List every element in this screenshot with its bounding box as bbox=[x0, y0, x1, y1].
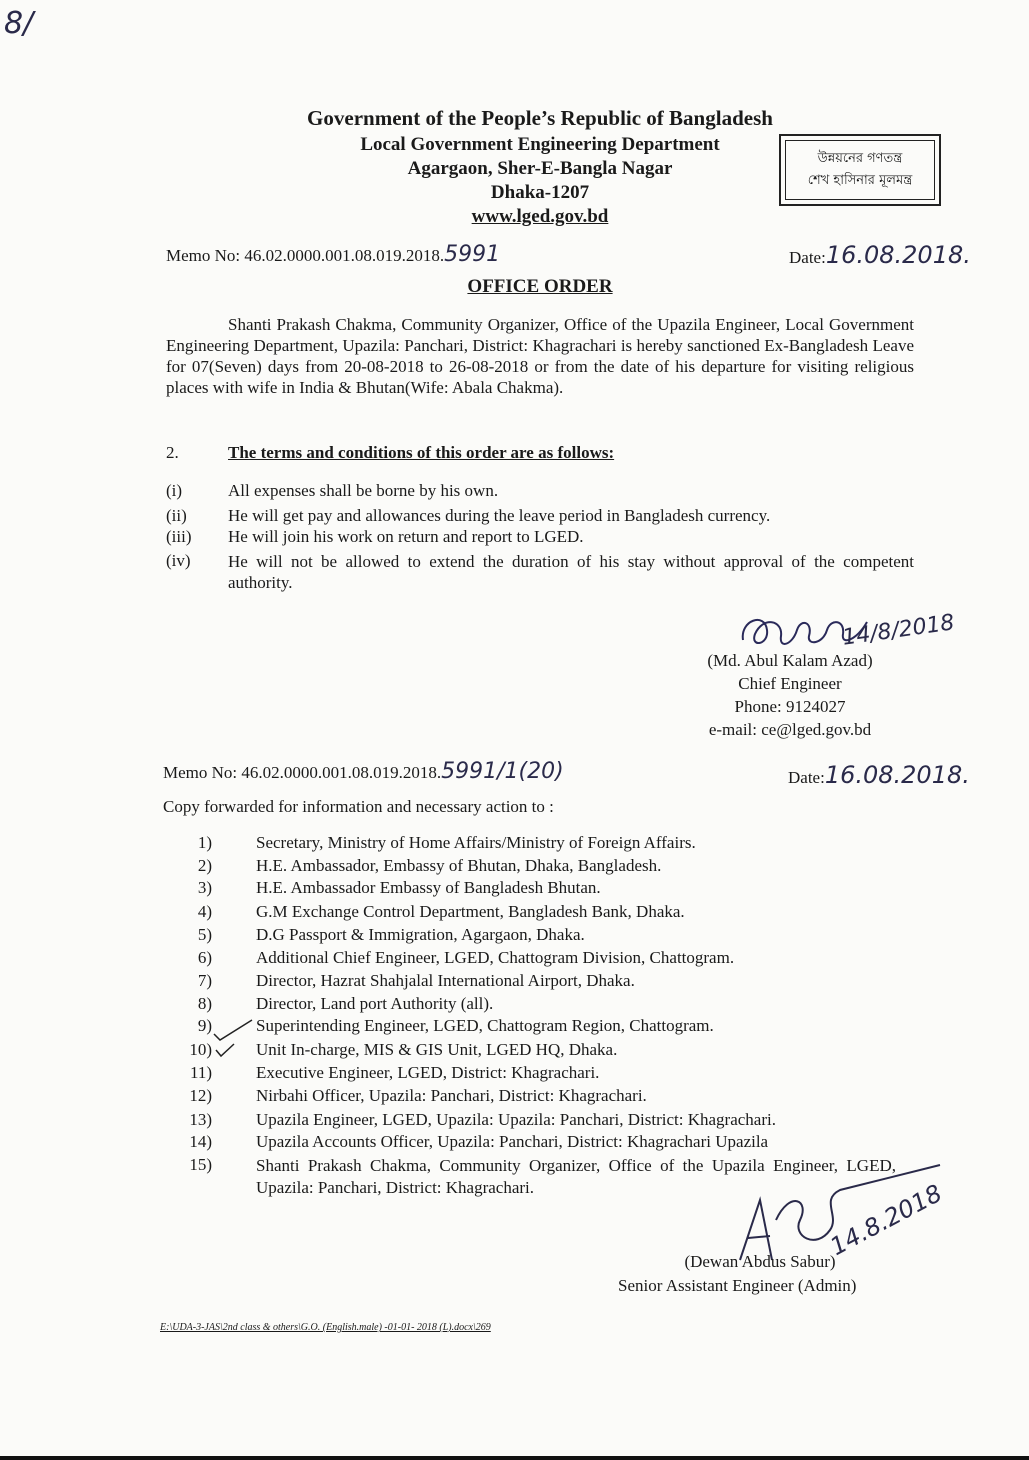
date-handwritten: 16.08.2018. bbox=[825, 241, 971, 269]
recipient-number: 4) bbox=[197, 902, 212, 921]
recipient-number: 7) bbox=[197, 971, 212, 990]
recipient-number: 1) bbox=[197, 833, 212, 852]
recipient-number: 10) bbox=[189, 1040, 212, 1059]
header-website-link[interactable]: www.lged.gov.bd bbox=[471, 206, 609, 227]
recipient-number: 11) bbox=[189, 1063, 212, 1082]
recipient-item: Upazila Accounts Officer, Upazila: Panchari, District: Khagrachari Upazila bbox=[256, 1132, 769, 1151]
copy-forward-line: Copy forwarded for information and necessary action to : bbox=[163, 797, 554, 816]
recipient-number: 2) bbox=[197, 856, 212, 875]
memo-handwritten-number: 5991 bbox=[444, 242, 501, 267]
date-label: Date: bbox=[789, 248, 826, 267]
recipient-item: Additional Chief Engineer, LGED, Chattogram Division, Chattogram. bbox=[256, 948, 735, 967]
recipient-item: Upazila Engineer, LGED, Upazila: Upazila: Panchari, District: Khagrachari. bbox=[256, 1110, 776, 1129]
recipient-item: Director, Land port Authority (all). bbox=[256, 994, 494, 1013]
office-order-title: OFFICE ORDER bbox=[467, 276, 613, 297]
signatory-1-name: (Md. Abul Kalam Azad) bbox=[707, 651, 873, 670]
memo-label: Memo No: 46.02.0000.001.08.019.2018. bbox=[166, 246, 445, 265]
term-number: (iv) bbox=[166, 551, 191, 570]
recipient-item: Unit In-charge, MIS & GIS Unit, LGED HQ, Dhaka. bbox=[256, 1040, 618, 1059]
motto-line-2: শেখ হাসিনার মূলমন্ত্র bbox=[807, 173, 913, 188]
recipient-number: 13) bbox=[189, 1110, 212, 1129]
recipient-item: Director, Hazrat Shahjalal International Airport, Dhaka. bbox=[256, 971, 635, 990]
body-paragraph: Shanti Prakash Chakma, Community Organizer, Office of the Upazila Engineer, Local Government Engineering Department, Upazila: Panchari, District: Khagrachari is hereby sanctioned Ex-Bangladesh Leave for 07(Seven) days from 20-08-2018 to 26-08-2018 or from the date of his departure for visiting religious places with wife in India & Bhutan(Wife: Abala Chakma). bbox=[166, 315, 914, 397]
term-number: (i) bbox=[166, 481, 183, 500]
term-number: (iii) bbox=[166, 527, 192, 546]
recipient-item: D.G Passport & Immigration, Agargaon, Dhaka. bbox=[256, 925, 585, 944]
motto-line-1: উন্নয়নের গণতন্ত্র bbox=[817, 151, 903, 166]
memo-number-1 bbox=[166, 244, 500, 266]
header-address: Agargaon, Sher-E-Bangla Nagar bbox=[407, 158, 673, 179]
signatory-1-email: e-mail: ce@lged.gov.bd bbox=[708, 720, 872, 739]
recipient-number: 12) bbox=[189, 1086, 212, 1105]
recipient-number: 14) bbox=[189, 1132, 212, 1151]
header-department: Local Government Engineering Department bbox=[360, 134, 720, 155]
recipient-number: 8) bbox=[197, 994, 212, 1013]
recipient-item: H.E. Ambassador Embassy of Bangladesh Bhutan. bbox=[256, 878, 601, 897]
checkmark-icon bbox=[212, 1018, 272, 1058]
signatory-2-name: (Dewan Abdus Sabur) bbox=[684, 1252, 836, 1271]
admin-engineer-sign-date: 14.8.2018 bbox=[825, 1178, 947, 1262]
recipient-item: Executive Engineer, LGED, District: Khagrachari. bbox=[256, 1063, 600, 1082]
recipient-number: 3) bbox=[197, 878, 212, 897]
recipient-number: 6) bbox=[197, 948, 212, 967]
file-path-footer: E:\UDA-3-JAS\2nd class & others\G.O. (English.male) -01-01- 2018 (L).docx\269 bbox=[160, 1322, 491, 1333]
scan-bottom-edge bbox=[0, 1456, 1029, 1460]
date-label: Date: bbox=[788, 768, 825, 787]
date-handwritten: 16.08.2018. bbox=[824, 761, 970, 789]
recipient-item: Shanti Prakash Chakma, Community Organizer, Office of the Upazila Engineer, LGED, Upazila: Panchari, District: Khagrachari. bbox=[256, 1156, 896, 1197]
signatory-2-designation: Senior Assistant Engineer (Admin) bbox=[618, 1276, 857, 1295]
terms-number: 2. bbox=[166, 443, 179, 462]
term-item: He will get pay and allowances during the leave period in Bangladesh currency. bbox=[228, 506, 771, 525]
term-item: He will not be allowed to extend the duration of his stay without approval of the competent authority. bbox=[228, 552, 914, 592]
terms-heading: The terms and conditions of this order are as follows: bbox=[228, 443, 615, 462]
header-government: Government of the People’s Republic of Bangladesh bbox=[307, 106, 773, 130]
term-number: (ii) bbox=[166, 506, 187, 525]
recipient-item: G.M Exchange Control Department, Bangladesh Bank, Dhaka. bbox=[256, 902, 685, 921]
recipient-number: 5) bbox=[197, 925, 212, 944]
motto-box bbox=[779, 134, 941, 206]
signatory-1-phone: Phone: 9124027 bbox=[734, 697, 846, 716]
memo-date-2 bbox=[788, 761, 970, 789]
signatory-1-designation: Chief Engineer bbox=[738, 674, 842, 693]
memo-date-1 bbox=[789, 241, 971, 269]
header-city: Dhaka-1207 bbox=[490, 182, 590, 203]
recipient-number: 15) bbox=[189, 1155, 212, 1174]
memo-handwritten-number: 5991/1(20) bbox=[441, 759, 564, 784]
recipient-item: H.E. Ambassador, Embassy of Bhutan, Dhaka, Bangladesh. bbox=[256, 856, 662, 875]
memo-label: Memo No: 46.02.0000.001.08.019.2018. bbox=[163, 763, 442, 782]
recipient-number: 9) bbox=[197, 1016, 212, 1035]
corner-handwritten-mark: 8/ bbox=[4, 6, 34, 41]
memo-number-2 bbox=[163, 761, 564, 783]
recipient-item: Superintending Engineer, LGED, Chattogram Region, Chattogram. bbox=[256, 1016, 714, 1035]
term-item: He will join his work on return and report to LGED. bbox=[228, 527, 584, 546]
chief-engineer-sign-date: 14/8/2018 bbox=[840, 610, 957, 651]
term-item: All expenses shall be borne by his own. bbox=[228, 481, 499, 500]
recipient-item: Secretary, Ministry of Home Affairs/Ministry of Foreign Affairs. bbox=[256, 833, 696, 852]
recipient-item: Nirbahi Officer, Upazila: Panchari, District: Khagrachari. bbox=[256, 1086, 647, 1105]
